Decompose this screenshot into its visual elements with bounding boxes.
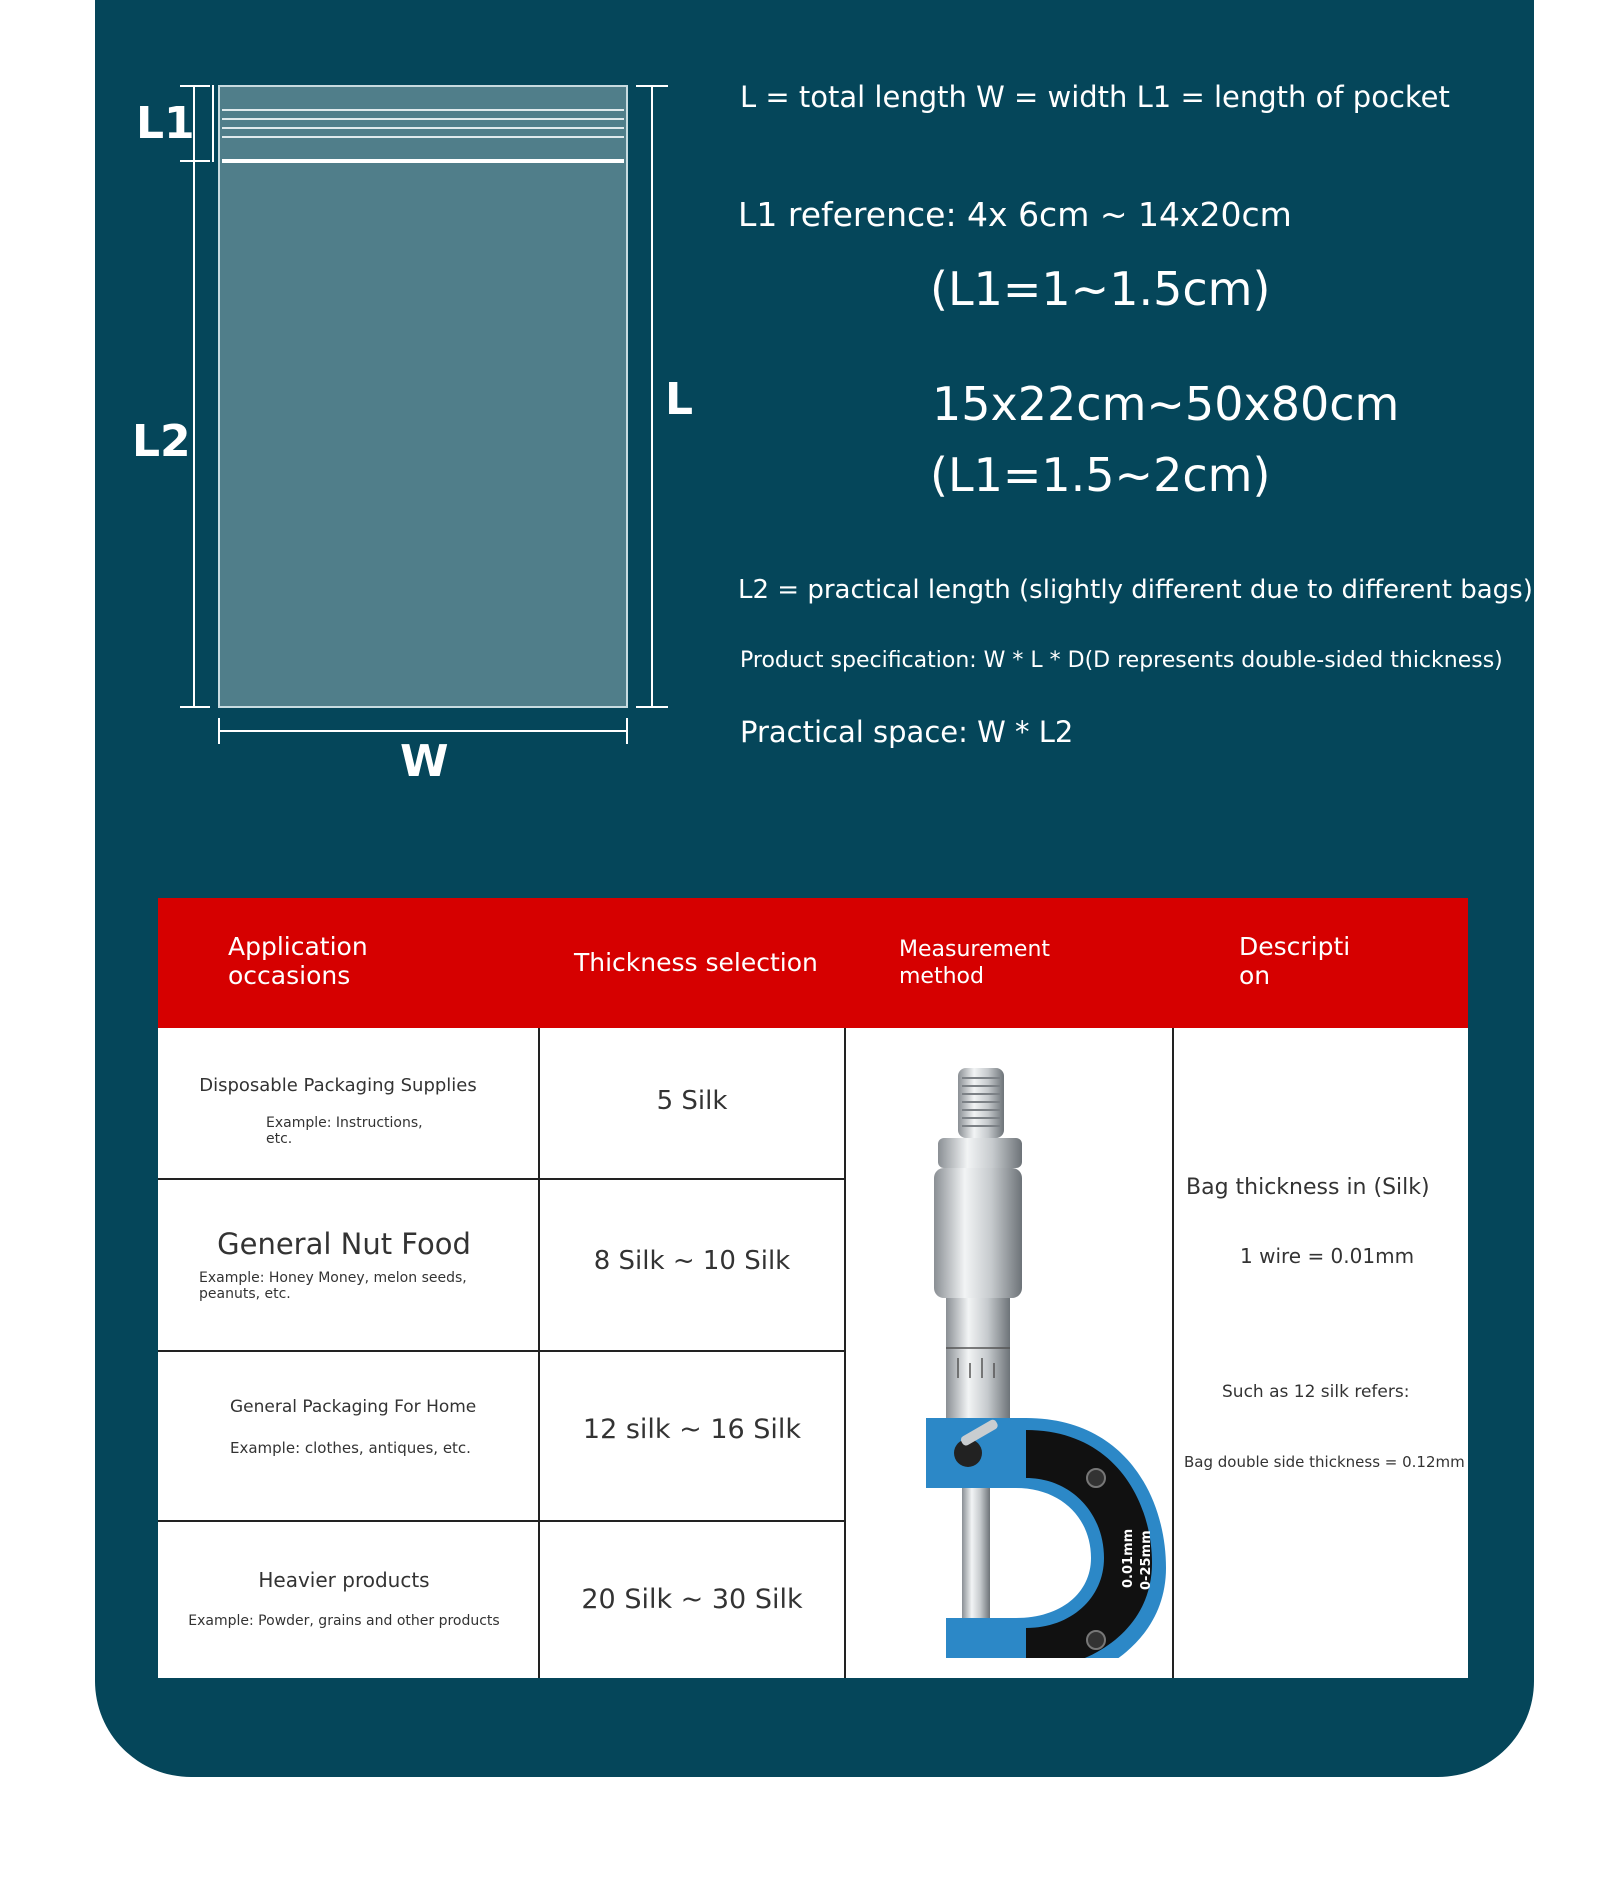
row1-title: Disposable Packaging Supplies — [199, 1075, 477, 1096]
row4-title: Heavier products — [258, 1568, 430, 1592]
row2-title: General Nut Food — [217, 1227, 471, 1261]
spec-table — [158, 898, 1468, 1678]
info-line-6: L2 = practical length (slightly different due to different bags) — [738, 575, 1533, 605]
header-application: Application occasions — [228, 932, 368, 990]
bag-shape — [218, 85, 628, 708]
row2-example: Example: Honey Money, melon seeds, peanuts, etc. — [199, 1270, 467, 1302]
row1-example: Example: Instructions, etc. — [266, 1115, 423, 1147]
row4-example: Example: Powder, grains and other products — [188, 1613, 500, 1629]
info-line-2: L1 reference: 4x 6cm ~ 14x20cm — [738, 195, 1292, 234]
info-line-8: Practical space: W * L2 — [740, 715, 1074, 749]
row4-thickness: 20 Silk ~ 30 Silk — [581, 1584, 803, 1615]
label-w: W — [400, 736, 449, 787]
label-l: L — [665, 374, 694, 425]
micrometer-label-a: 0.01mm — [1121, 1528, 1136, 1588]
table-header — [158, 898, 1468, 1028]
row3-title: General Packaging For Home — [230, 1397, 477, 1417]
info-line-1: L = total length W = width L1 = length of pocket — [740, 80, 1450, 114]
row3-example: Example: clothes, antiques, etc. — [230, 1439, 471, 1457]
row3-thickness: 12 silk ~ 16 Silk — [582, 1414, 802, 1445]
desc-line-3: Such as 12 silk refers: — [1222, 1382, 1410, 1402]
info-line-3: (L1=1~1.5cm) — [930, 262, 1271, 316]
header-measurement: Measurement method — [899, 937, 1051, 989]
row1-thickness: 5 Silk — [656, 1086, 728, 1116]
row2-thickness: 8 Silk ~ 10 Silk — [593, 1246, 791, 1276]
desc-line-2: 1 wire = 0.01mm — [1240, 1244, 1415, 1268]
label-l2: L2 — [132, 416, 191, 467]
info-line-5: (L1=1.5~2cm) — [930, 448, 1271, 502]
micrometer-image — [876, 1058, 1176, 1658]
header-thickness: Thickness selection — [574, 948, 818, 977]
info-line-4: 15x22cm~50x80cm — [932, 377, 1400, 431]
label-l1: L1 — [136, 98, 195, 149]
header-description: Descripti on — [1239, 932, 1351, 990]
info-line-7: Product specification: W * L * D(D represents double-sided thickness) — [740, 648, 1503, 673]
desc-line-1: Bag thickness in (Silk) — [1186, 1175, 1430, 1200]
desc-line-4: Bag double side thickness = 0.12mm — [1184, 1453, 1465, 1471]
micrometer-label-b: 0-25mm — [1139, 1530, 1154, 1590]
